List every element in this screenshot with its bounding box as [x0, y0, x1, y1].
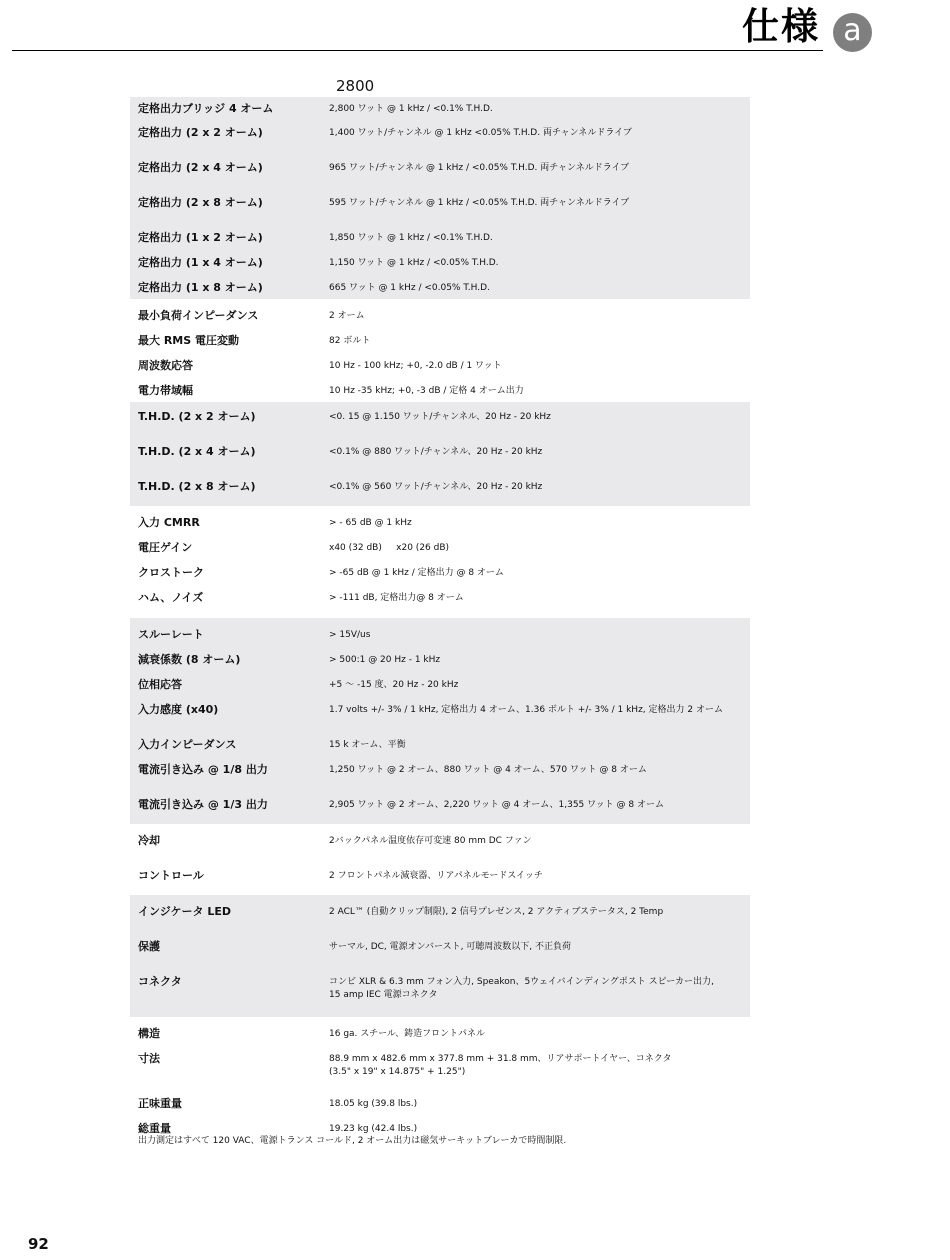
spec-row: [130, 1027, 750, 1052]
spec-row: [130, 653, 750, 678]
page-title: 仕様: [742, 5, 820, 48]
spec-row: [130, 334, 750, 359]
spec-row: [130, 126, 750, 161]
spec-label: 電流引き込み @ 1/3 出力: [138, 798, 268, 811]
spec-label: 保護: [138, 940, 160, 953]
spec-row: [130, 566, 750, 591]
spec-row: [130, 196, 750, 231]
spec-row: [130, 359, 750, 384]
spec-label: インジケータ LED: [138, 905, 231, 918]
spec-row: [130, 1122, 750, 1136]
spec-row: [130, 516, 750, 541]
spec-label: スルーレート: [138, 628, 204, 641]
spec-label: 最大 RMS 電圧変動: [138, 334, 239, 347]
spec-label: 定格出力 (2 x 8 オーム): [138, 196, 263, 209]
spec-row: [130, 384, 750, 398]
spec-value: > -111 dB, 定格出力@ 8 オーム: [329, 593, 464, 603]
spec-label: 冷却: [138, 834, 160, 847]
spec-group-load: [130, 299, 750, 402]
spec-row: [130, 445, 750, 480]
spec-label: 寸法: [138, 1052, 160, 1065]
spec-value: 2 ACL™ (自動クリップ制限), 2 信号プレゼンス, 2 アクティブステータス, 2 Temp: [329, 907, 664, 917]
spec-row: [130, 281, 750, 295]
spec-value: <0.1% @ 560 ワット/チャンネル、20 Hz - 20 kHz: [329, 482, 543, 492]
spec-label: 定格出力ブリッジ 4 オーム: [138, 102, 274, 115]
footnote: 出力測定はすべて 120 VAC、電源トランス コールド, 2 オーム出力は磁気サーキットブレーカで時間制限.: [138, 1136, 567, 1146]
spec-row: [130, 161, 750, 196]
spec-label: 最小負荷インピーダンス: [138, 309, 259, 322]
spec-row: [130, 678, 750, 703]
spec-value: 15 k オーム、平衡: [329, 740, 406, 750]
spec-value: > -65 dB @ 1 kHz / 定格出力 @ 8 オーム: [329, 568, 504, 578]
spec-label: クロストーク: [138, 566, 204, 579]
spec-label: 電流引き込み @ 1/8 出力: [138, 763, 268, 776]
spec-row: [130, 763, 750, 798]
spec-value: 1,150 ワット @ 1 kHz / <0.05% T.H.D.: [329, 258, 499, 268]
spec-group-response: [130, 618, 750, 824]
spec-group-output-power: [130, 97, 750, 299]
spec-value: <0.1% @ 880 ワット/チャンネル、20 Hz - 20 kHz: [329, 447, 543, 457]
spec-value: 10 Hz -35 kHz; +0, -3 dB / 定格 4 オーム出力: [329, 386, 524, 396]
spec-row: [130, 869, 750, 883]
spec-value: > 500:1 @ 20 Hz - 1 kHz: [329, 655, 441, 665]
spec-value: 82 ボルト: [329, 336, 371, 346]
spec-row: [130, 256, 750, 281]
spec-value: 2バックパネル温度依存可変速 80 mm DC ファン: [329, 836, 532, 846]
spec-row: [130, 541, 750, 566]
spec-label: コントロール: [138, 869, 204, 882]
spec-value: > 15V/us: [329, 630, 371, 640]
spec-label: 入力インピーダンス: [138, 738, 237, 751]
spec-row: [130, 1097, 750, 1122]
spec-value: 18.05 kg (39.8 lbs.): [329, 1099, 418, 1109]
spec-row: [130, 703, 750, 738]
spec-value: 595 ワット/チャンネル @ 1 kHz / <0.05% T.H.D. 両チャンネルドライブ: [329, 198, 630, 208]
spec-label: 定格出力 (2 x 2 オーム): [138, 126, 263, 139]
spec-value: 1,400 ワット/チャンネル @ 1 kHz <0.05% T.H.D. 両チャンネルドライブ: [329, 128, 632, 138]
spec-value: サーマル, DC, 電源オンバースト, 可聴周波数以下, 不正負荷: [329, 942, 572, 952]
spec-label: 定格出力 (2 x 4 オーム): [138, 161, 263, 174]
spec-row: [130, 410, 750, 445]
spec-group-input: [130, 506, 750, 618]
model-heading: 2800: [336, 77, 375, 95]
header-rule: [12, 50, 823, 51]
spec-value: 965 ワット/チャンネル @ 1 kHz / <0.05% T.H.D. 両チャンネルドライブ: [329, 163, 630, 173]
spec-label: 正味重量: [138, 1097, 182, 1110]
spec-value: 1.7 volts +/- 3% / 1 kHz, 定格出力 4 オーム、1.36 ボルト +/- 3% / 1 kHz, 定格出力 2 オーム: [329, 705, 723, 715]
spec-value: > - 65 dB @ 1 kHz: [329, 518, 412, 528]
spec-table: [130, 97, 750, 1136]
spec-row: [130, 231, 750, 256]
spec-label: コネクタ: [138, 975, 182, 988]
spec-label: 定格出力 (1 x 4 オーム): [138, 256, 263, 269]
section-badge: a: [833, 13, 872, 52]
spec-value: 2 フロントパネル減衰器、リアパネルモードスイッチ: [329, 871, 543, 881]
spec-group-construction: [130, 1017, 750, 1136]
spec-value: 1,250 ワット @ 2 オーム、880 ワット @ 4 オーム、570 ワット @ 8 オーム: [329, 765, 647, 775]
spec-value: 19.23 kg (42.4 lbs.): [329, 1124, 418, 1134]
spec-label: 総重量: [138, 1122, 171, 1135]
spec-label: 周波数応答: [138, 359, 193, 372]
spec-label: 電力帯域幅: [138, 384, 193, 397]
spec-row: [130, 834, 750, 869]
page-number: 92: [28, 1235, 49, 1253]
spec-value: 10 Hz - 100 kHz; +0, -2.0 dB / 1 ワット: [329, 361, 502, 371]
spec-group-cooling: [130, 824, 750, 895]
spec-row: [130, 940, 750, 975]
spec-row: [130, 628, 750, 653]
spec-row: [130, 738, 750, 763]
spec-value: 16 ga. スチール、鋳造フロントパネル: [329, 1029, 486, 1039]
spec-label: ハム、ノイズ: [138, 591, 204, 604]
spec-row: [130, 102, 750, 126]
spec-label: T.H.D. (2 x 8 オーム): [138, 480, 256, 493]
spec-label: 定格出力 (1 x 8 オーム): [138, 281, 263, 294]
spec-value: <0. 15 @ 1.150 ワット/チャンネル、20 Hz - 20 kHz: [329, 412, 551, 422]
spec-label: 構造: [138, 1027, 160, 1040]
spec-value: 2,905 ワット @ 2 オーム、2,220 ワット @ 4 オーム、1,355 ワット @ 8 オーム: [329, 800, 664, 810]
spec-value: 2 オーム: [329, 311, 365, 321]
spec-row: [130, 480, 750, 494]
spec-value: x40 (32 dB) x20 (26 dB): [329, 543, 450, 553]
spec-value: +5 ～ -15 度、20 Hz - 20 kHz: [329, 680, 459, 690]
spec-label: 定格出力 (1 x 2 オーム): [138, 231, 263, 244]
spec-label: 減衰係数 (8 オーム): [138, 653, 241, 666]
spec-value: 88.9 mm x 482.6 mm x 377.8 mm + 31.8 mm、リアサポートイヤー、コネクタ (3.5" x 19" x 14.875" + 1.25"): [329, 1054, 672, 1077]
spec-row: [130, 975, 750, 1002]
spec-label: T.H.D. (2 x 4 オーム): [138, 445, 256, 458]
spec-value: 1,850 ワット @ 1 kHz / <0.1% T.H.D.: [329, 233, 493, 243]
spec-label: T.H.D. (2 x 2 オーム): [138, 410, 256, 423]
spec-row: [130, 905, 750, 940]
spec-label: 入力感度 (x40): [138, 703, 219, 716]
spec-value: 665 ワット @ 1 kHz / <0.05% T.H.D.: [329, 283, 490, 293]
spec-row: [130, 1052, 750, 1097]
spec-value: コンビ XLR & 6.3 mm フォン入力, Speakon、5ウェイバインディングポスト スピーカー出力, 15 amp IEC 電源コネクタ: [329, 977, 714, 1000]
spec-group-thd: [130, 402, 750, 506]
spec-group-protection: [130, 895, 750, 1017]
spec-label: 入力 CMRR: [138, 516, 200, 529]
spec-row: [130, 798, 750, 812]
spec-row: [130, 309, 750, 334]
spec-label: 位相応答: [138, 678, 182, 691]
spec-label: 電圧ゲイン: [138, 541, 193, 554]
spec-value: 2,800 ワット @ 1 kHz / <0.1% T.H.D.: [329, 104, 493, 114]
spec-row: [130, 591, 750, 605]
